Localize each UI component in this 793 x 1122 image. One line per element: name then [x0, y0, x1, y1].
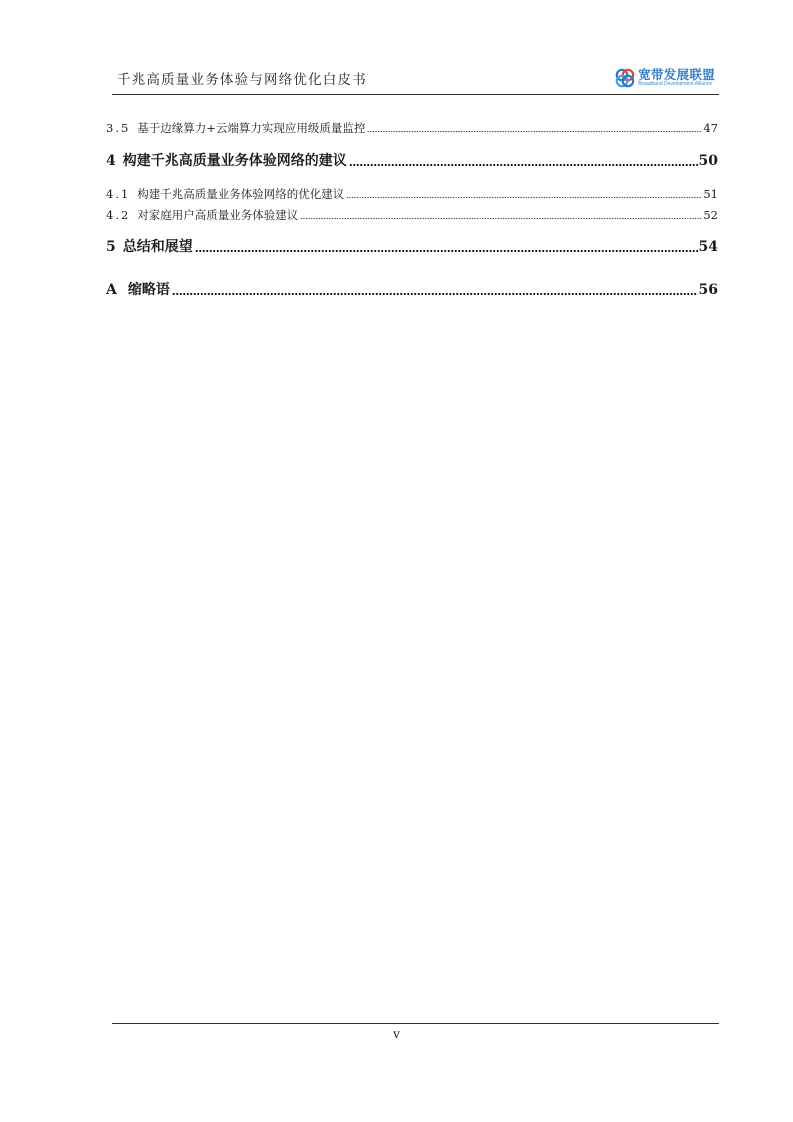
toc-entry-page: 50	[698, 153, 718, 169]
toc-entry-number: 4.1	[106, 187, 131, 201]
toc-entry-page: 54	[698, 239, 718, 255]
alliance-logo-icon	[614, 67, 636, 89]
toc-dot-leader	[195, 249, 698, 253]
toc-entry-4[interactable]	[106, 150, 718, 170]
page-header	[112, 62, 719, 95]
toc-entry-page: 52	[703, 208, 718, 222]
toc-dot-leader	[367, 130, 702, 133]
toc-entry-page: 56	[698, 282, 718, 298]
toc-entry-title: 缩略语	[127, 282, 170, 298]
toc-entry-page: 51	[703, 187, 718, 201]
toc-entry-3-5[interactable]	[106, 120, 718, 136]
toc-entry-title: 总结和展望	[122, 239, 193, 255]
toc-entry-title: 构建千兆高质量业务体验网络的优化建议	[137, 187, 345, 201]
document-title: 千兆高质量业务体验与网络优化白皮书	[117, 72, 367, 88]
footer-rule	[112, 1023, 719, 1024]
logo-name-en: Broadband Development Alliance	[638, 81, 713, 88]
toc-dot-leader	[349, 163, 698, 167]
toc-dot-leader	[172, 292, 698, 296]
toc-entry-A[interactable]	[106, 279, 718, 299]
toc-entry-number: A	[106, 282, 117, 298]
toc-entry-number: 3.5	[106, 121, 131, 135]
toc-entry-title: 基于边缘算力+云端算力实现应用级质量监控	[137, 121, 366, 135]
page-number: v	[393, 1027, 400, 1041]
toc-dot-leader	[346, 196, 702, 199]
toc-entry-title: 构建千兆高质量业务体验网络的建议	[122, 153, 347, 169]
toc-entry-number: 4	[106, 153, 116, 169]
toc-entry-5[interactable]	[106, 236, 718, 256]
toc-entry-page: 47	[703, 121, 718, 135]
toc-entry-title: 对家庭用户高质量业务体验建议	[137, 208, 299, 222]
toc-entry-4-2[interactable]	[106, 207, 718, 223]
alliance-logo	[614, 66, 715, 90]
toc-dot-leader	[300, 217, 702, 220]
toc-entry-4-1[interactable]	[106, 186, 718, 202]
toc-entry-number: 5	[106, 239, 116, 255]
toc-entry-number: 4.2	[106, 208, 131, 222]
logo-name-cn: 宽带发展联盟	[638, 66, 715, 82]
